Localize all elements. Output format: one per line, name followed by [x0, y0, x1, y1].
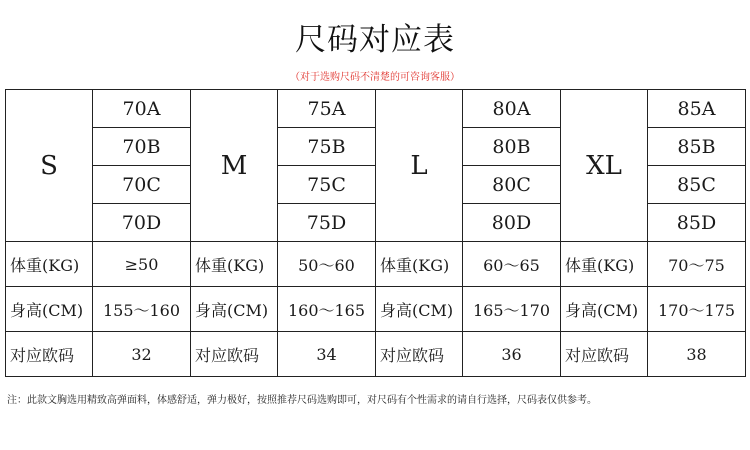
size-chart-table	[5, 89, 746, 377]
cup-cell: 70C	[93, 166, 191, 204]
weight-value: 60～65	[463, 242, 561, 287]
weight-label: 体重(KG)	[376, 242, 463, 287]
euro-size-value: 34	[278, 332, 376, 377]
cup-cell: 85A	[648, 90, 746, 128]
subtitle-hint: （对于选购尺码不清楚的可咨询客服）	[290, 72, 460, 83]
cup-row-a	[6, 90, 746, 128]
cup-cell: 80A	[463, 90, 561, 128]
cup-cell: 80D	[463, 204, 561, 242]
cup-cell: 80B	[463, 128, 561, 166]
footnote: 注：此款文胸选用精致高弹面料，体感舒适，弹力极好，按照推荐尺码选购即可，对尺码有个性需求的请自行选择，尺码表仅供参考。	[7, 395, 597, 406]
size-l: L	[376, 90, 463, 242]
euro-size-label: 对应欧码	[191, 332, 278, 377]
height-label: 身高(CM)	[561, 287, 648, 332]
cup-cell: 70B	[93, 128, 191, 166]
weight-label: 体重(KG)	[6, 242, 93, 287]
weight-value: 50～60	[278, 242, 376, 287]
height-value: 160～165	[278, 287, 376, 332]
euro-size-label: 对应欧码	[376, 332, 463, 377]
cup-cell: 70D	[93, 204, 191, 242]
cup-cell: 75B	[278, 128, 376, 166]
cup-cell: 75A	[278, 90, 376, 128]
cup-cell: 85C	[648, 166, 746, 204]
weight-row	[6, 242, 746, 287]
cup-cell: 75C	[278, 166, 376, 204]
euro-size-value: 32	[93, 332, 191, 377]
cup-cell: 80C	[463, 166, 561, 204]
euro-size-row	[6, 332, 746, 377]
height-label: 身高(CM)	[376, 287, 463, 332]
euro-size-label: 对应欧码	[6, 332, 93, 377]
size-s: S	[6, 90, 93, 242]
size-xl: XL	[561, 90, 648, 242]
page-title: 尺码对应表	[295, 22, 455, 58]
cup-cell: 70A	[93, 90, 191, 128]
height-label: 身高(CM)	[6, 287, 93, 332]
euro-size-value: 36	[463, 332, 561, 377]
weight-label: 体重(KG)	[561, 242, 648, 287]
cup-cell: 85D	[648, 204, 746, 242]
cup-cell: 75D	[278, 204, 376, 242]
weight-value: ≥50	[93, 242, 191, 287]
height-row	[6, 287, 746, 332]
height-value: 165～170	[463, 287, 561, 332]
euro-size-label: 对应欧码	[561, 332, 648, 377]
weight-label: 体重(KG)	[191, 242, 278, 287]
height-label: 身高(CM)	[191, 287, 278, 332]
cup-cell: 85B	[648, 128, 746, 166]
weight-value: 70～75	[648, 242, 746, 287]
height-value: 170～175	[648, 287, 746, 332]
euro-size-value: 38	[648, 332, 746, 377]
height-value: 155～160	[93, 287, 191, 332]
size-m: M	[191, 90, 278, 242]
